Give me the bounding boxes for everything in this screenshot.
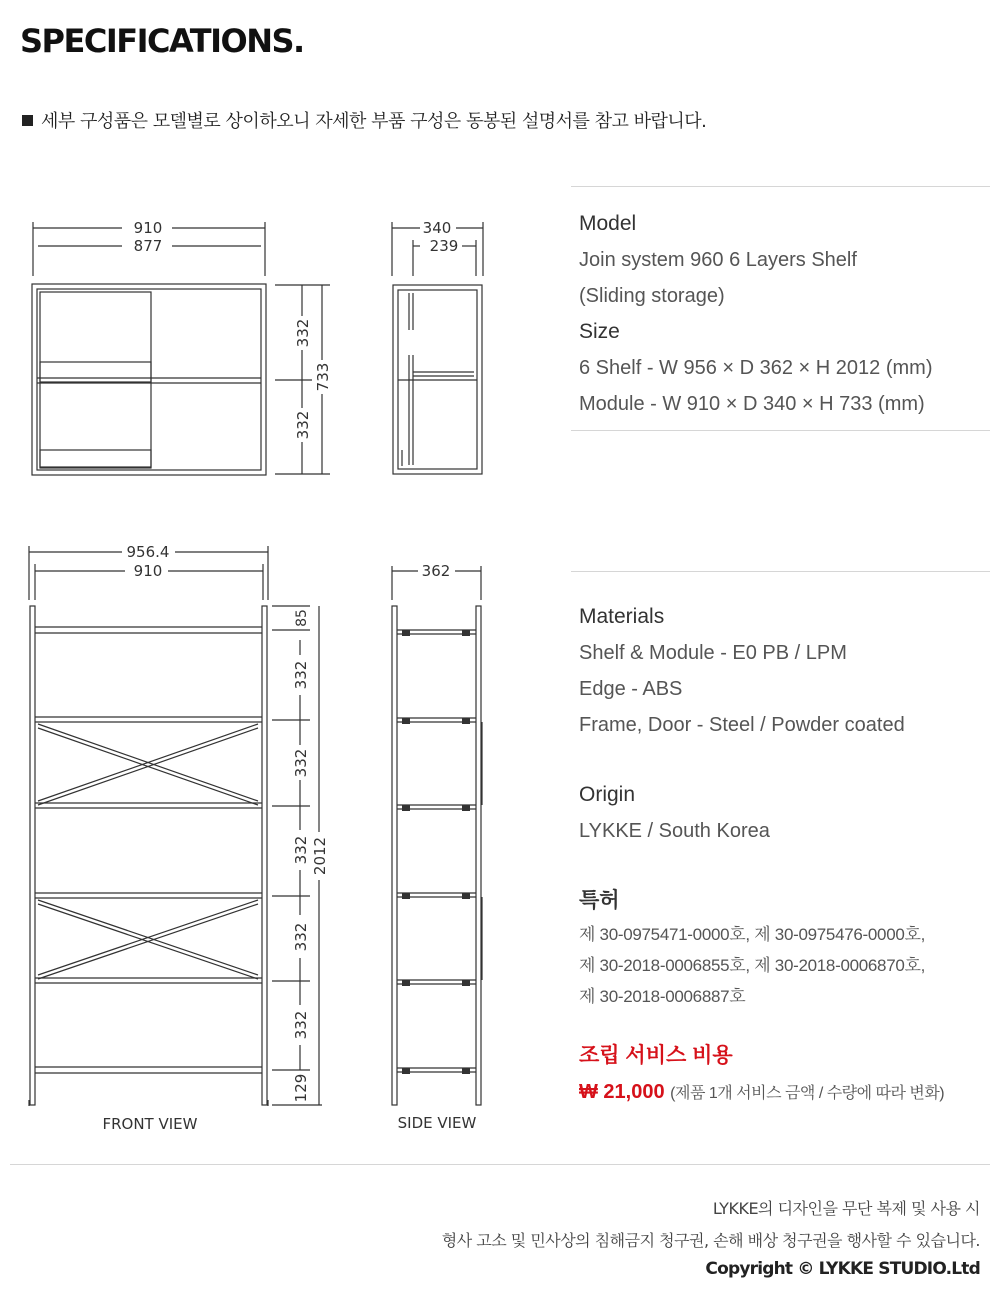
shelf-side-drawing bbox=[392, 566, 482, 1105]
dim-shelf-seg: 332 bbox=[292, 660, 310, 690]
service-block bbox=[579, 1038, 944, 1110]
model-line: Join system 960 6 Layers Shelf bbox=[579, 249, 857, 271]
service-price-line bbox=[579, 1074, 944, 1110]
model-heading: Model bbox=[579, 212, 637, 235]
side-view-caption: SIDE VIEW bbox=[397, 1114, 477, 1132]
origin-heading: Origin bbox=[579, 783, 636, 806]
size-line: 6 Shelf - W 956 × D 362 × H 2012 (mm) bbox=[579, 357, 933, 379]
front-view-caption: FRONT VIEW bbox=[102, 1115, 198, 1133]
dim-shelf-seg: 332 bbox=[292, 922, 310, 952]
divider bbox=[571, 186, 990, 187]
footer-divider bbox=[10, 1164, 990, 1165]
patent-line: 제 30-0975471-0000호, 제 30-0975476-0000호, bbox=[579, 925, 926, 944]
page-title: SPECIFICATIONS. bbox=[20, 22, 304, 60]
service-price: ₩ 21,000 bbox=[579, 1081, 665, 1103]
footer-line2: 형사 고소 및 민사상의 침해금지 청구권, 손해 배상 청구권을 행사할 수 있습니다. bbox=[441, 1231, 980, 1250]
materials-line: Edge - ABS bbox=[579, 678, 683, 700]
shelf-front-drawing bbox=[29, 546, 322, 1106]
size-heading: Size bbox=[579, 320, 620, 343]
technical-drawings bbox=[0, 180, 560, 1140]
materials-heading: Materials bbox=[579, 605, 665, 628]
origin-block bbox=[579, 777, 770, 849]
notice-text bbox=[22, 107, 706, 133]
divider bbox=[571, 571, 990, 572]
origin-line: LYKKE / South Korea bbox=[579, 820, 770, 842]
square-bullet-icon bbox=[22, 115, 33, 126]
patent-line: 제 30-2018-0006855호, 제 30-2018-0006870호, bbox=[579, 956, 926, 975]
materials-block bbox=[579, 599, 905, 743]
dim-shelf-seg: 332 bbox=[292, 835, 310, 865]
dim-shelf-seg: 332 bbox=[292, 1010, 310, 1040]
divider bbox=[571, 430, 990, 431]
patent-block bbox=[579, 883, 925, 1012]
dim-module-shelf2: 332 bbox=[294, 410, 312, 440]
dim-module-inner-width: 877 bbox=[133, 237, 163, 255]
dim-module-shelf1: 332 bbox=[294, 318, 312, 348]
module-front-drawing bbox=[32, 222, 330, 475]
copyright: Copyright © LYKKE STUDIO.Ltd bbox=[705, 1259, 980, 1279]
size-line: Module - W 910 × D 340 × H 733 (mm) bbox=[579, 393, 925, 415]
model-size-block bbox=[579, 206, 933, 422]
patent-line: 제 30-2018-0006887호 bbox=[579, 987, 746, 1006]
module-side-drawing bbox=[392, 222, 483, 474]
dim-shelf-outer-width: 956.4 bbox=[126, 543, 170, 561]
dim-module-outer-depth: 340 bbox=[422, 219, 452, 237]
dim-module-height: 733 bbox=[314, 362, 332, 392]
dim-shelf-inner-width: 910 bbox=[133, 562, 163, 580]
service-note: (제품 1개 서비스 금액 / 수량에 따라 변화) bbox=[670, 1085, 945, 1102]
dim-shelf-height: 2012 bbox=[311, 836, 329, 876]
patent-heading: 특허 bbox=[579, 889, 620, 912]
dim-module-outer-width: 910 bbox=[133, 219, 163, 237]
footer-line1: LYKKE의 디자인을 무단 복제 및 사용 시 bbox=[712, 1199, 980, 1218]
service-heading: 조립 서비스 비용 bbox=[579, 1044, 733, 1067]
model-line: (Sliding storage) bbox=[579, 285, 725, 307]
notice-label: 세부 구성품은 모델별로 상이하오니 자세한 부품 구성은 동봉된 설명서를 참고 바랍니다. bbox=[41, 111, 707, 132]
dim-module-inner-depth: 239 bbox=[429, 237, 459, 255]
dim-shelf-seg: 85 bbox=[294, 609, 310, 627]
dim-shelf-seg: 332 bbox=[292, 748, 310, 778]
materials-line: Shelf & Module - E0 PB / LPM bbox=[579, 642, 847, 664]
dim-shelf-seg: 129 bbox=[292, 1073, 310, 1103]
materials-line: Frame, Door - Steel / Powder coated bbox=[579, 714, 905, 736]
dim-shelf-depth: 362 bbox=[421, 562, 451, 580]
